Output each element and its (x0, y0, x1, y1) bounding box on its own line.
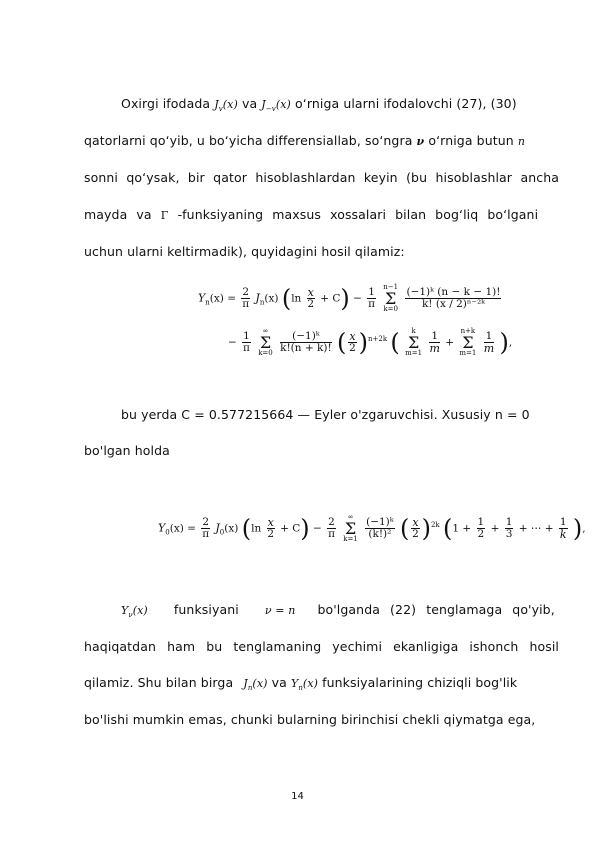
bessel-j-symbol: $J_v(x)$ (214, 98, 238, 114)
nu-symbol: ν (416, 135, 425, 148)
paragraph2-line2: bo'lgan holda (84, 443, 170, 458)
paragraph1-line3: sonni qo‘ysak, bir qator hisoblashlardan keyin (bu hisoblashlar ancha (84, 170, 559, 185)
paragraph1-line5: uchun ularni keltirmadik), quyidagini hosil qilamiz: (84, 244, 405, 259)
paragraph1-line1: Oxirgi ifodada $J_v(x)$ va $J_{-v}(x)$ o‘rniga ularni ifodalovchi (27), (30) (121, 96, 517, 114)
formula-y0: $Y_0(x)$ = $\frac{2}{\pi}$ $J_0(x)$ (ln $\frac{x}{2}$ + C) − $\frac{2}{\pi}$ ∞ Σ k=1 $\frac{\text{(−1)ᵏ}}{\text{(k!)²}}$ ( $\frac{x}{2}$ )$^{2k}$ (1 + $\frac{1}{2}$ + $\frac{1}{3}$ + ⋯ + $\frac{1}{k}$ ), (158, 513, 586, 543)
paragraph3-line1: $Y_\nu(x)$ funksiyani ν = n bo'lganda (22) tenglamaga qo'yib, (121, 602, 555, 620)
nu-equals-n: ν = n (264, 604, 296, 617)
gamma-symbol: Γ (160, 209, 169, 222)
paragraph3-line3: qilamiz. Shu bilan birga $J_n(x)$ va $Y_n(x)$ funksiyalarining chiziqli bog'lik (84, 675, 518, 693)
bessel-j-neg-symbol: $J_{-v}(x)$ (261, 98, 291, 114)
paragraph3-line4: bo'lishi mumkin emas, chunki bularning birinchisi chekli qiymatga ega, (84, 712, 536, 727)
paragraph1-line2: qatorlarni qo‘yib, u bo‘yicha differensiallab, so‘ngra ν o‘rniga butun n (84, 133, 526, 148)
bessel-y-symbol: $Y_\nu(x)$ (121, 604, 148, 620)
paragraph3-line2: haqiqatdan ham bu tenglamaning yechimi ekanligiga ishonch hosil (84, 639, 559, 654)
bessel-yn-symbol: $Y_n(x)$ (290, 677, 319, 693)
paragraph1-line4: mayda va Γ -funksiyaning maxsus xossalari bilan bog‘liq bo‘lgani (84, 207, 539, 222)
bessel-jn-symbol: $J_n(x)$ (243, 677, 268, 693)
formula-yn-line1: $Y_n(x)$ = $\frac{2}{\pi}$ $J_n(x)$ (ln $\frac{x}{2}$ + C) − $\frac{1}{\pi}$ n−1 Σ k=0 $\frac{\text{(−1)ᵏ (n − k − 1)!}}{\text{k! (x / 2)ⁿ⁻²ᵏ}}$ (198, 283, 501, 313)
formula-yn-line2: − $\frac{1}{\pi}$ ∞ Σ k=0 $\frac{\text{(−1)ᵏ}}{k!(n + k)!}$ ( $\frac{x}{2}$ )$^{n+2k}$ ( k Σ m=1 $\frac{1}{m}$ + n+k Σ m=1 $\frac{1}{m}$ ), (228, 327, 513, 357)
paragraph2-line1: bu yerda C = 0.577215664 — Eyler o'zgaruvchisi. Xususiy n = 0 (121, 407, 530, 422)
n-symbol: n (517, 135, 526, 148)
page-number: 14 (291, 791, 304, 802)
